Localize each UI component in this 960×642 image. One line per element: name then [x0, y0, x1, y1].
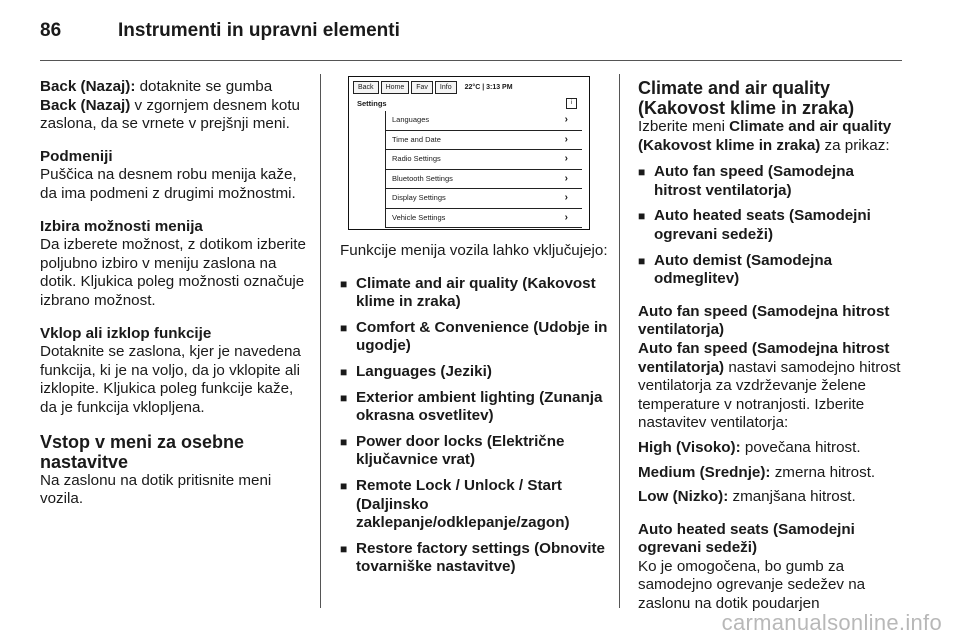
list-item: ■ Restore factory settings (Obnovite tovarniške nastavitve)	[340, 540, 608, 577]
selection-heading: Izbira možnosti menija	[40, 217, 203, 235]
personal-settings-heading: Vstop v meni za osebne nastavitve	[40, 431, 245, 472]
screen-tab-home: Home	[381, 81, 410, 94]
screen-title: Settings	[357, 99, 387, 108]
chevron-right-icon: ›	[564, 153, 568, 164]
fan-speed-paragraph: Auto fan speed (Samodejna hitrost ventilatorja) Auto fan speed (Samodejna hitrost ventilatorja) nastavi samodejno hitrost ventilatorja za vzdrževanje želene temperature v notranjosti. Izberite nastavitev ventilatorja:	[638, 302, 901, 432]
menu-intro: Funkcije menija vozila lahko vključujejo:	[340, 242, 608, 259]
submenus-heading: Podmeniji	[40, 147, 113, 165]
settings-screen-figure	[348, 76, 590, 230]
list-item: Time and Date ›	[386, 131, 582, 151]
list-item: ■ Languages (Jeziki)	[340, 363, 608, 382]
climate-options-list	[638, 163, 904, 289]
column-divider-2	[619, 74, 620, 608]
chevron-right-icon: ›	[564, 133, 568, 145]
selection-paragraph: Izbira možnosti menija Da izberete možnost, z dotikom izberite poljubno izbiro v meniju zaslona na dotik. Kljukica poleg možnosti označuje izbrano možnost.	[40, 217, 306, 309]
page-title: Instrumenti in upravni elementi	[118, 20, 400, 41]
list-item: ■ Remote Lock / Unlock / Start (Daljinsko zaklepanje/odklepanje/zagon)	[340, 477, 608, 533]
climate-heading: Climate and air quality (Kakovost klime in zraka)	[638, 78, 855, 118]
heated-seats-heading: Auto heated seats (Samodejni ogrevani sedeži)	[638, 520, 855, 557]
column-right	[638, 78, 904, 628]
page-header	[0, 0, 960, 62]
screen-tab-bar	[353, 81, 583, 94]
toggle-heading: Vklop ali izklop funkcije	[40, 324, 212, 342]
fan-medium: Medium (Srednje): zmerna hitrost.	[638, 463, 876, 481]
list-item: Radio Settings ›	[386, 150, 582, 170]
fan-high: High (Visoko): povečana hitrost.	[638, 438, 861, 456]
list-item: Bluetooth Settings ›	[386, 170, 582, 190]
chevron-right-icon: ›	[564, 192, 568, 203]
chevron-right-icon: ›	[564, 114, 568, 125]
column-middle	[340, 242, 608, 591]
watermark: carmanualsonline.info	[721, 610, 942, 635]
personal-settings-text: Na zaslonu na dotik pritisnite meni vozila.	[40, 471, 272, 508]
list-item: ■ Climate and air quality (Kakovost klime in zraka)	[340, 275, 608, 312]
screen-menu-list	[385, 111, 582, 228]
header-divider	[40, 60, 902, 61]
column-divider-1	[320, 74, 321, 608]
list-item: ■ Exterior ambient lighting (Zunanja okrasna osvetlitev)	[340, 389, 608, 426]
screen-status: 22°C | 3:13 PM	[464, 84, 513, 91]
list-item: ■ Auto heated seats (Samodejni ogrevani sedeži)	[638, 207, 904, 244]
screen-tab-back: Back	[353, 81, 379, 94]
chevron-right-icon: ›	[564, 172, 568, 184]
toggle-paragraph: Vklop ali izklop funkcije Dotaknite se zaslona, kjer je navedena funkcija, ki je na voljo, da jo vklopite ali izklopite. Kljukica poleg funkcije kaže, da je funkcija vklopljena.	[40, 324, 301, 416]
info-icon: i	[566, 98, 577, 109]
back-paragraph: Back (Nazaj): dotaknite se gumba Back (Nazaj) v zgornjem desnem kotu zaslona, da se vrnete v prejšnji meni.	[40, 78, 301, 133]
list-item: ■ Auto demist (Samodejna odmeglitev)	[638, 252, 904, 289]
submenus-paragraph: Podmeniji Puščica na desnem robu menija kaže, da ima podmeni z drugimi možnostmi.	[40, 147, 297, 202]
list-item: ■ Power door locks (Električne ključavnice vrat)	[340, 433, 608, 470]
list-item: ■ Comfort & Convenience (Udobje in ugodje)	[340, 319, 608, 356]
screen-tab-info: Info	[435, 81, 457, 94]
heated-seats-paragraph: Auto heated seats (Samodejni ogrevani sedeži) Ko je omogočena, bo gumb za samodejno ogrevanje sedežev na zaslonu na dotik poudarjen	[638, 520, 866, 613]
screen-tab-fav: Fav	[411, 81, 433, 94]
column-left	[40, 78, 308, 523]
list-item: ■ Auto fan speed (Samodejna hitrost ventilatorja)	[638, 163, 904, 200]
list-item: Display Settings ›	[386, 189, 582, 209]
list-item: Languages ›	[386, 111, 582, 131]
menu-functions-list	[340, 275, 608, 577]
page-number: 86	[40, 20, 62, 41]
chevron-right-icon: ›	[564, 211, 568, 223]
fan-speed-heading: Auto fan speed (Samodejna hitrost ventilatorja)	[638, 302, 890, 339]
list-item: Vehicle Settings ›	[386, 209, 582, 229]
climate-intro: Izberite meni Climate and air quality (Kakovost klime in zraka) za prikaz:	[638, 118, 892, 154]
fan-low: Low (Nizko): zmanjšana hitrost.	[638, 488, 856, 506]
